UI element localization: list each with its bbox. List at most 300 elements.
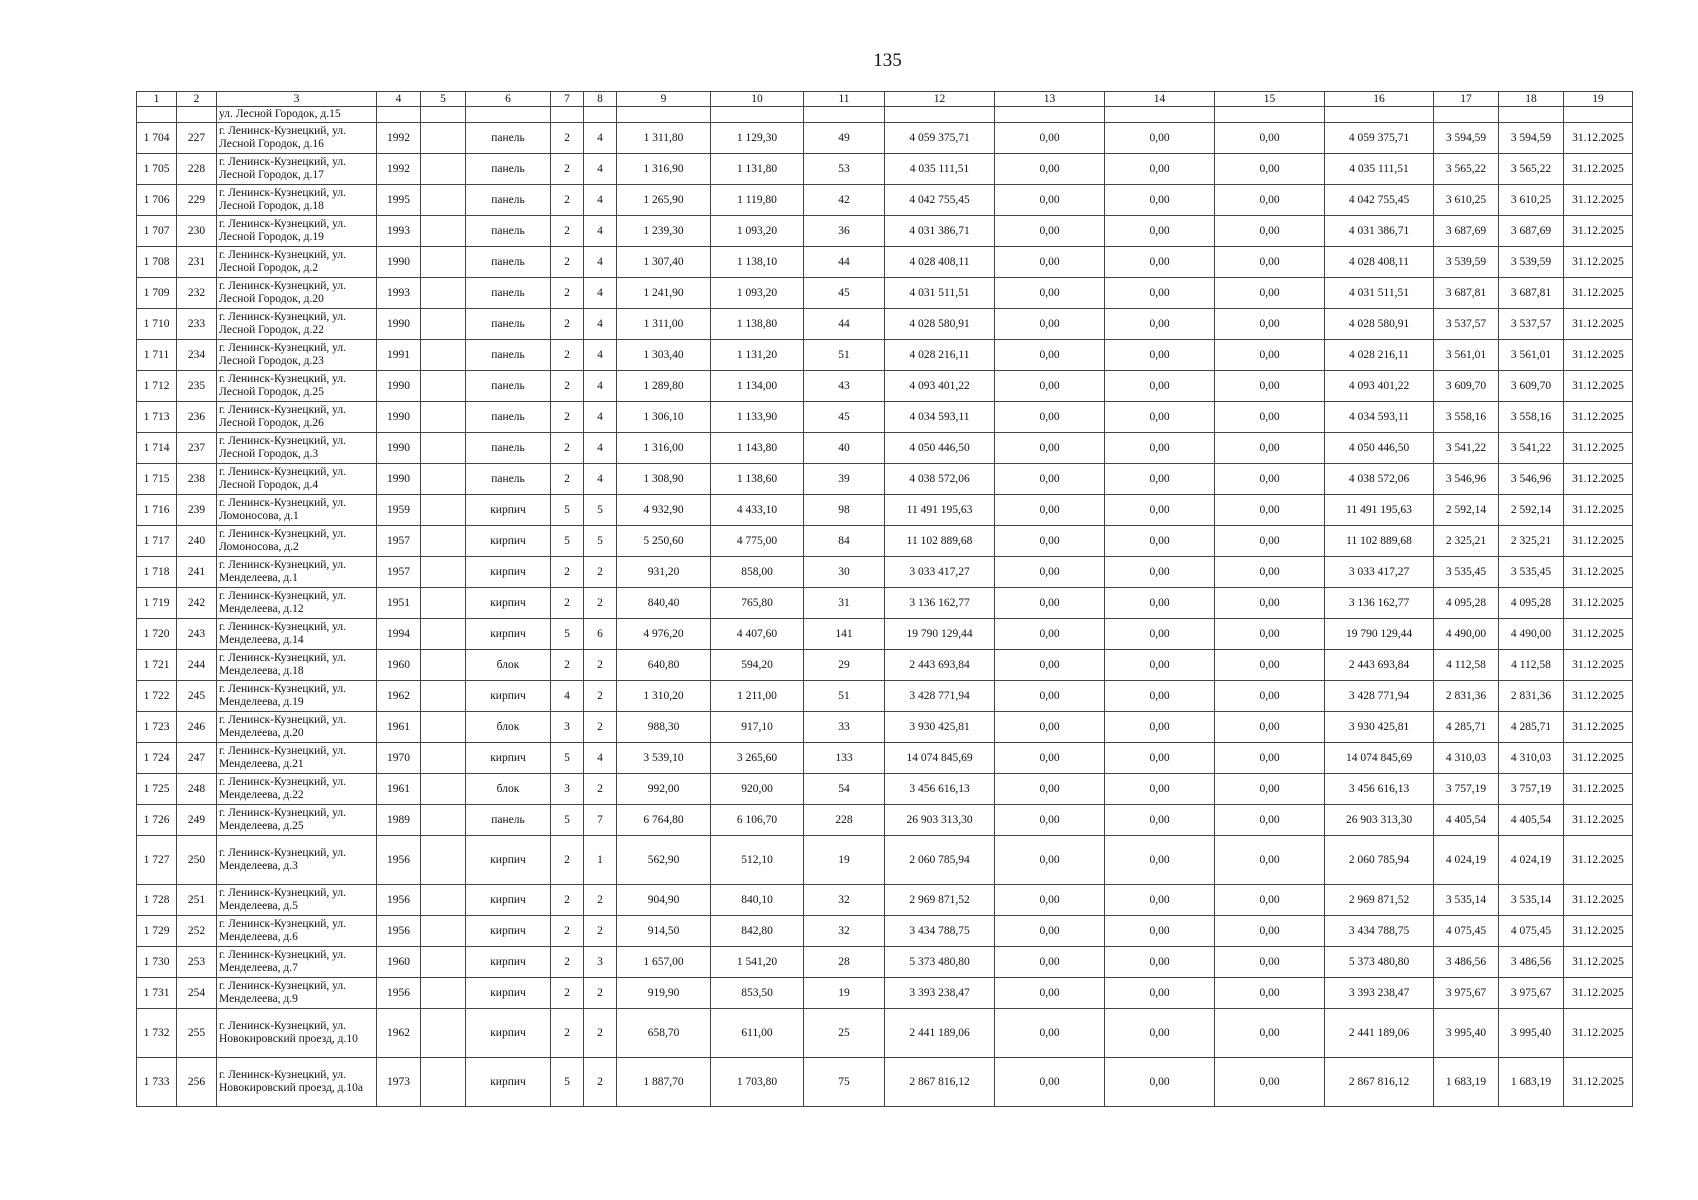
address: г. Ленинск-Кузнецкий, ул. Менделеева, д.1 bbox=[217, 557, 377, 588]
wall-material: кирпич bbox=[466, 619, 551, 650]
unit-cost-18: 4 405,54 bbox=[1499, 805, 1564, 836]
column-5 bbox=[421, 309, 466, 340]
residents: 51 bbox=[804, 340, 885, 371]
cost-col-14: 0,00 bbox=[1105, 836, 1215, 885]
table-row bbox=[137, 947, 1633, 978]
total-cost: 4 034 593,11 bbox=[885, 402, 995, 433]
housing-register-table bbox=[136, 91, 1633, 1107]
column-5 bbox=[421, 123, 466, 154]
table-row bbox=[137, 402, 1633, 433]
unit-cost-18: 4 095,28 bbox=[1499, 588, 1564, 619]
cost-col-13: 0,00 bbox=[995, 154, 1105, 185]
total-cost: 3 456 616,13 bbox=[885, 774, 995, 805]
local-number: 232 bbox=[177, 278, 217, 309]
address: г. Ленинск-Кузнецкий, ул. Лесной Городок, д.17 bbox=[217, 154, 377, 185]
address: г. Ленинск-Кузнецкий, ул. Лесной Городок, д.23 bbox=[217, 340, 377, 371]
address: г. Ленинск-Кузнецкий, ул. Лесной Городок, д.26 bbox=[217, 402, 377, 433]
total-area: 1 311,00 bbox=[617, 309, 711, 340]
row-number: 1 725 bbox=[137, 774, 177, 805]
living-area: 6 106,70 bbox=[711, 805, 804, 836]
entrances: 2 bbox=[584, 681, 617, 712]
cost-col-16: 4 059 375,71 bbox=[1325, 123, 1434, 154]
address: г. Ленинск-Кузнецкий, ул. Лесной Городок, д.25 bbox=[217, 371, 377, 402]
residents: 141 bbox=[804, 619, 885, 650]
cost-col-13: 0,00 bbox=[995, 681, 1105, 712]
cost-col-13: 0,00 bbox=[995, 978, 1105, 1009]
column-number-12: 12 bbox=[885, 92, 995, 107]
column-5 bbox=[421, 340, 466, 371]
cost-col-15: 0,00 bbox=[1215, 216, 1325, 247]
local-number: 255 bbox=[177, 1009, 217, 1058]
year-built: 1989 bbox=[377, 805, 421, 836]
unit-cost-17: 3 486,56 bbox=[1434, 947, 1499, 978]
row-number: 1 704 bbox=[137, 123, 177, 154]
floors: 5 bbox=[551, 495, 584, 526]
unit-cost-17: 2 592,14 bbox=[1434, 495, 1499, 526]
cost-col-13: 0,00 bbox=[995, 774, 1105, 805]
row-number: 1 720 bbox=[137, 619, 177, 650]
continuation-row bbox=[137, 107, 1633, 123]
column-5 bbox=[421, 1009, 466, 1058]
cost-col-13: 0,00 bbox=[995, 557, 1105, 588]
residents: 19 bbox=[804, 836, 885, 885]
table-row bbox=[137, 247, 1633, 278]
living-area: 917,10 bbox=[711, 712, 804, 743]
wall-material: кирпич bbox=[466, 885, 551, 916]
entrances: 2 bbox=[584, 885, 617, 916]
table-row bbox=[137, 978, 1633, 1009]
column-5 bbox=[421, 978, 466, 1009]
living-area: 1 093,20 bbox=[711, 278, 804, 309]
cost-col-15: 0,00 bbox=[1215, 805, 1325, 836]
cost-col-15: 0,00 bbox=[1215, 650, 1325, 681]
cost-col-14: 0,00 bbox=[1105, 123, 1215, 154]
cost-col-16: 26 903 313,30 bbox=[1325, 805, 1434, 836]
unit-cost-17: 3 995,40 bbox=[1434, 1009, 1499, 1058]
column-number-5: 5 bbox=[421, 92, 466, 107]
unit-cost-17: 3 610,25 bbox=[1434, 185, 1499, 216]
cost-col-15: 0,00 bbox=[1215, 526, 1325, 557]
column-5 bbox=[421, 154, 466, 185]
wall-material: панель bbox=[466, 154, 551, 185]
table-row bbox=[137, 1058, 1633, 1107]
floors: 2 bbox=[551, 557, 584, 588]
total-cost: 3 033 417,27 bbox=[885, 557, 995, 588]
deadline-date: 31.12.2025 bbox=[1564, 557, 1633, 588]
unit-cost-18: 4 490,00 bbox=[1499, 619, 1564, 650]
year-built: 1957 bbox=[377, 526, 421, 557]
living-area: 1 134,00 bbox=[711, 371, 804, 402]
cost-col-16: 14 074 845,69 bbox=[1325, 743, 1434, 774]
cost-col-13: 0,00 bbox=[995, 712, 1105, 743]
column-number-4: 4 bbox=[377, 92, 421, 107]
living-area: 765,80 bbox=[711, 588, 804, 619]
year-built: 1970 bbox=[377, 743, 421, 774]
local-number: 233 bbox=[177, 309, 217, 340]
table-row bbox=[137, 526, 1633, 557]
unit-cost-17: 3 535,14 bbox=[1434, 885, 1499, 916]
total-area: 1 241,90 bbox=[617, 278, 711, 309]
local-number: 246 bbox=[177, 712, 217, 743]
unit-cost-18: 4 024,19 bbox=[1499, 836, 1564, 885]
wall-material: кирпич bbox=[466, 557, 551, 588]
deadline-date: 31.12.2025 bbox=[1564, 154, 1633, 185]
entrances: 5 bbox=[584, 526, 617, 557]
cost-col-16: 11 102 889,68 bbox=[1325, 526, 1434, 557]
cost-col-14: 0,00 bbox=[1105, 805, 1215, 836]
cost-col-15: 0,00 bbox=[1215, 433, 1325, 464]
year-built: 1973 bbox=[377, 1058, 421, 1107]
cost-col-15: 0,00 bbox=[1215, 185, 1325, 216]
total-cost: 11 102 889,68 bbox=[885, 526, 995, 557]
address: г. Ленинск-Кузнецкий, ул. Менделеева, д.19 bbox=[217, 681, 377, 712]
address: г. Ленинск-Кузнецкий, ул. Лесной Городок, д.22 bbox=[217, 309, 377, 340]
column-5 bbox=[421, 681, 466, 712]
cost-col-14: 0,00 bbox=[1105, 278, 1215, 309]
wall-material: блок bbox=[466, 650, 551, 681]
living-area: 611,00 bbox=[711, 1009, 804, 1058]
floors: 2 bbox=[551, 185, 584, 216]
unit-cost-18: 1 683,19 bbox=[1499, 1058, 1564, 1107]
total-cost: 4 028 216,11 bbox=[885, 340, 995, 371]
cost-col-14: 0,00 bbox=[1105, 774, 1215, 805]
row-number: 1 711 bbox=[137, 340, 177, 371]
cost-col-16: 4 042 755,45 bbox=[1325, 185, 1434, 216]
year-built: 1960 bbox=[377, 947, 421, 978]
total-area: 1 289,80 bbox=[617, 371, 711, 402]
column-number-2: 2 bbox=[177, 92, 217, 107]
table-row bbox=[137, 650, 1633, 681]
unit-cost-18: 3 757,19 bbox=[1499, 774, 1564, 805]
deadline-date: 31.12.2025 bbox=[1564, 619, 1633, 650]
column-number-header bbox=[137, 92, 1633, 107]
total-cost: 19 790 129,44 bbox=[885, 619, 995, 650]
wall-material: блок bbox=[466, 712, 551, 743]
cost-col-15: 0,00 bbox=[1215, 278, 1325, 309]
entrances: 2 bbox=[584, 712, 617, 743]
address: г. Ленинск-Кузнецкий, ул. Ломоносова, д.1 bbox=[217, 495, 377, 526]
cost-col-14: 0,00 bbox=[1105, 309, 1215, 340]
unit-cost-17: 3 561,01 bbox=[1434, 340, 1499, 371]
unit-cost-17: 2 325,21 bbox=[1434, 526, 1499, 557]
floors: 2 bbox=[551, 247, 584, 278]
living-area: 920,00 bbox=[711, 774, 804, 805]
row-number: 1 710 bbox=[137, 309, 177, 340]
cost-col-15: 0,00 bbox=[1215, 340, 1325, 371]
address: г. Ленинск-Кузнецкий, ул. Лесной Городок, д.4 bbox=[217, 464, 377, 495]
cost-col-13: 0,00 bbox=[995, 947, 1105, 978]
total-area: 1 310,20 bbox=[617, 681, 711, 712]
total-cost: 2 969 871,52 bbox=[885, 885, 995, 916]
cost-col-16: 3 930 425,81 bbox=[1325, 712, 1434, 743]
table-row bbox=[137, 557, 1633, 588]
cost-col-14: 0,00 bbox=[1105, 978, 1215, 1009]
entrances: 4 bbox=[584, 743, 617, 774]
residents: 43 bbox=[804, 371, 885, 402]
column-number-3: 3 bbox=[217, 92, 377, 107]
wall-material: кирпич bbox=[466, 978, 551, 1009]
total-cost: 3 434 788,75 bbox=[885, 916, 995, 947]
cost-col-13: 0,00 bbox=[995, 464, 1105, 495]
year-built: 1962 bbox=[377, 1009, 421, 1058]
column-5 bbox=[421, 743, 466, 774]
living-area: 1 143,80 bbox=[711, 433, 804, 464]
wall-material: панель bbox=[466, 123, 551, 154]
total-area: 3 539,10 bbox=[617, 743, 711, 774]
unit-cost-17: 3 757,19 bbox=[1434, 774, 1499, 805]
entrances: 2 bbox=[584, 557, 617, 588]
table-row bbox=[137, 154, 1633, 185]
total-cost: 2 060 785,94 bbox=[885, 836, 995, 885]
row-number: 1 729 bbox=[137, 916, 177, 947]
column-5 bbox=[421, 557, 466, 588]
floors: 2 bbox=[551, 916, 584, 947]
floors: 2 bbox=[551, 978, 584, 1009]
entrances: 4 bbox=[584, 216, 617, 247]
cost-col-13: 0,00 bbox=[995, 588, 1105, 619]
floors: 2 bbox=[551, 371, 584, 402]
year-built: 1990 bbox=[377, 402, 421, 433]
residents: 84 bbox=[804, 526, 885, 557]
floors: 2 bbox=[551, 650, 584, 681]
cost-col-16: 3 393 238,47 bbox=[1325, 978, 1434, 1009]
cost-col-16: 4 028 216,11 bbox=[1325, 340, 1434, 371]
unit-cost-18: 3 537,57 bbox=[1499, 309, 1564, 340]
total-cost: 3 428 771,94 bbox=[885, 681, 995, 712]
unit-cost-18: 3 687,69 bbox=[1499, 216, 1564, 247]
table-row bbox=[137, 216, 1633, 247]
total-cost: 2 443 693,84 bbox=[885, 650, 995, 681]
deadline-date: 31.12.2025 bbox=[1564, 712, 1633, 743]
total-area: 919,90 bbox=[617, 978, 711, 1009]
deadline-date: 31.12.2025 bbox=[1564, 464, 1633, 495]
local-number: 236 bbox=[177, 402, 217, 433]
total-area: 988,30 bbox=[617, 712, 711, 743]
local-number: 235 bbox=[177, 371, 217, 402]
year-built: 1990 bbox=[377, 309, 421, 340]
cost-col-16: 2 969 871,52 bbox=[1325, 885, 1434, 916]
wall-material: кирпич bbox=[466, 526, 551, 557]
column-5 bbox=[421, 712, 466, 743]
unit-cost-17: 4 285,71 bbox=[1434, 712, 1499, 743]
living-area: 1 129,30 bbox=[711, 123, 804, 154]
address: г. Ленинск-Кузнецкий, ул. Ломоносова, д.2 bbox=[217, 526, 377, 557]
column-number-15: 15 bbox=[1215, 92, 1325, 107]
cost-col-15: 0,00 bbox=[1215, 371, 1325, 402]
cost-col-16: 4 031 386,71 bbox=[1325, 216, 1434, 247]
cost-col-14: 0,00 bbox=[1105, 464, 1215, 495]
deadline-date: 31.12.2025 bbox=[1564, 278, 1633, 309]
living-area: 1 119,80 bbox=[711, 185, 804, 216]
address: г. Ленинск-Кузнецкий, ул. Менделеева, д.5 bbox=[217, 885, 377, 916]
living-area: 1 211,00 bbox=[711, 681, 804, 712]
deadline-date: 31.12.2025 bbox=[1564, 1058, 1633, 1107]
total-area: 914,50 bbox=[617, 916, 711, 947]
column-5 bbox=[421, 805, 466, 836]
deadline-date: 31.12.2025 bbox=[1564, 978, 1633, 1009]
local-number: 250 bbox=[177, 836, 217, 885]
column-number-17: 17 bbox=[1434, 92, 1499, 107]
cost-col-16: 4 034 593,11 bbox=[1325, 402, 1434, 433]
entrances: 2 bbox=[584, 650, 617, 681]
address: г. Ленинск-Кузнецкий, ул. Менделеева, д.14 bbox=[217, 619, 377, 650]
column-5 bbox=[421, 371, 466, 402]
cost-col-15: 0,00 bbox=[1215, 681, 1325, 712]
total-area: 1 303,40 bbox=[617, 340, 711, 371]
total-area: 1 311,80 bbox=[617, 123, 711, 154]
column-5 bbox=[421, 650, 466, 681]
local-number: 230 bbox=[177, 216, 217, 247]
deadline-date: 31.12.2025 bbox=[1564, 681, 1633, 712]
cost-col-15: 0,00 bbox=[1215, 309, 1325, 340]
cost-col-16: 19 790 129,44 bbox=[1325, 619, 1434, 650]
total-area: 1 239,30 bbox=[617, 216, 711, 247]
table-row bbox=[137, 185, 1633, 216]
total-cost: 4 038 572,06 bbox=[885, 464, 995, 495]
column-5 bbox=[421, 402, 466, 433]
unit-cost-18: 3 546,96 bbox=[1499, 464, 1564, 495]
cost-col-14: 0,00 bbox=[1105, 495, 1215, 526]
unit-cost-18: 2 592,14 bbox=[1499, 495, 1564, 526]
floors: 2 bbox=[551, 216, 584, 247]
cost-col-14: 0,00 bbox=[1105, 619, 1215, 650]
address: г. Ленинск-Кузнецкий, ул. Менделеева, д.7 bbox=[217, 947, 377, 978]
local-number: 237 bbox=[177, 433, 217, 464]
floors: 2 bbox=[551, 402, 584, 433]
residents: 29 bbox=[804, 650, 885, 681]
address: г. Ленинск-Кузнецкий, ул. Менделеева, д.22 bbox=[217, 774, 377, 805]
living-area: 3 265,60 bbox=[711, 743, 804, 774]
floors: 4 bbox=[551, 681, 584, 712]
cost-col-14: 0,00 bbox=[1105, 916, 1215, 947]
total-area: 4 932,90 bbox=[617, 495, 711, 526]
entrances: 4 bbox=[584, 278, 617, 309]
column-number-8: 8 bbox=[584, 92, 617, 107]
living-area: 512,10 bbox=[711, 836, 804, 885]
floors: 2 bbox=[551, 123, 584, 154]
floors: 2 bbox=[551, 154, 584, 185]
cost-col-15: 0,00 bbox=[1215, 557, 1325, 588]
column-number-10: 10 bbox=[711, 92, 804, 107]
living-area: 4 775,00 bbox=[711, 526, 804, 557]
year-built: 1951 bbox=[377, 588, 421, 619]
total-area: 1 308,90 bbox=[617, 464, 711, 495]
row-number: 1 714 bbox=[137, 433, 177, 464]
local-number: 247 bbox=[177, 743, 217, 774]
unit-cost-18: 4 075,45 bbox=[1499, 916, 1564, 947]
table-row bbox=[137, 681, 1633, 712]
living-area: 1 131,80 bbox=[711, 154, 804, 185]
table-row bbox=[137, 371, 1633, 402]
entrances: 6 bbox=[584, 619, 617, 650]
floors: 2 bbox=[551, 836, 584, 885]
cost-col-15: 0,00 bbox=[1215, 619, 1325, 650]
living-area: 1 131,20 bbox=[711, 340, 804, 371]
residents: 32 bbox=[804, 916, 885, 947]
cost-col-15: 0,00 bbox=[1215, 154, 1325, 185]
column-number-9: 9 bbox=[617, 92, 711, 107]
cost-col-16: 11 491 195,63 bbox=[1325, 495, 1434, 526]
year-built: 1992 bbox=[377, 123, 421, 154]
cost-col-13: 0,00 bbox=[995, 916, 1105, 947]
address: г. Ленинск-Кузнецкий, ул. Менделеева, д.25 bbox=[217, 805, 377, 836]
total-area: 6 764,80 bbox=[617, 805, 711, 836]
unit-cost-17: 3 558,16 bbox=[1434, 402, 1499, 433]
address: г. Ленинск-Кузнецкий, ул. Менделеева, д.20 bbox=[217, 712, 377, 743]
floors: 5 bbox=[551, 805, 584, 836]
total-cost: 4 042 755,45 bbox=[885, 185, 995, 216]
year-built: 1956 bbox=[377, 885, 421, 916]
row-number: 1 724 bbox=[137, 743, 177, 774]
unit-cost-18: 3 541,22 bbox=[1499, 433, 1564, 464]
residents: 30 bbox=[804, 557, 885, 588]
column-number-18: 18 bbox=[1499, 92, 1564, 107]
column-5 bbox=[421, 495, 466, 526]
wall-material: панель bbox=[466, 402, 551, 433]
address: г. Ленинск-Кузнецкий, ул. Менделеева, д.18 bbox=[217, 650, 377, 681]
column-number-19: 19 bbox=[1564, 92, 1633, 107]
cost-col-14: 0,00 bbox=[1105, 947, 1215, 978]
year-built: 1990 bbox=[377, 371, 421, 402]
total-cost: 4 093 401,22 bbox=[885, 371, 995, 402]
deadline-date: 31.12.2025 bbox=[1564, 247, 1633, 278]
table-row bbox=[137, 309, 1633, 340]
column-number-13: 13 bbox=[995, 92, 1105, 107]
cost-col-15: 0,00 bbox=[1215, 247, 1325, 278]
total-cost: 4 028 580,91 bbox=[885, 309, 995, 340]
column-5 bbox=[421, 278, 466, 309]
row-number: 1 706 bbox=[137, 185, 177, 216]
unit-cost-17: 4 024,19 bbox=[1434, 836, 1499, 885]
year-built: 1956 bbox=[377, 916, 421, 947]
cost-col-15: 0,00 bbox=[1215, 402, 1325, 433]
unit-cost-17: 1 683,19 bbox=[1434, 1058, 1499, 1107]
row-number: 1 713 bbox=[137, 402, 177, 433]
entrances: 2 bbox=[584, 978, 617, 1009]
living-area: 4 407,60 bbox=[711, 619, 804, 650]
residents: 19 bbox=[804, 978, 885, 1009]
living-area: 858,00 bbox=[711, 557, 804, 588]
table-row bbox=[137, 588, 1633, 619]
floors: 2 bbox=[551, 433, 584, 464]
entrances: 4 bbox=[584, 247, 617, 278]
unit-cost-17: 4 310,03 bbox=[1434, 743, 1499, 774]
row-number: 1 717 bbox=[137, 526, 177, 557]
cost-col-13: 0,00 bbox=[995, 743, 1105, 774]
deadline-date: 31.12.2025 bbox=[1564, 916, 1633, 947]
living-area: 1 133,90 bbox=[711, 402, 804, 433]
wall-material: панель bbox=[466, 371, 551, 402]
deadline-date: 31.12.2025 bbox=[1564, 526, 1633, 557]
cost-col-14: 0,00 bbox=[1105, 340, 1215, 371]
column-5 bbox=[421, 247, 466, 278]
unit-cost-17: 3 975,67 bbox=[1434, 978, 1499, 1009]
entrances: 5 bbox=[584, 495, 617, 526]
year-built: 1993 bbox=[377, 216, 421, 247]
column-5 bbox=[421, 774, 466, 805]
row-number: 1 707 bbox=[137, 216, 177, 247]
total-cost: 5 373 480,80 bbox=[885, 947, 995, 978]
row-number: 1 715 bbox=[137, 464, 177, 495]
row-number: 1 712 bbox=[137, 371, 177, 402]
column-number-1: 1 bbox=[137, 92, 177, 107]
cost-col-13: 0,00 bbox=[995, 1058, 1105, 1107]
total-area: 640,80 bbox=[617, 650, 711, 681]
cost-col-14: 0,00 bbox=[1105, 743, 1215, 774]
unit-cost-17: 4 490,00 bbox=[1434, 619, 1499, 650]
residents: 28 bbox=[804, 947, 885, 978]
deadline-date: 31.12.2025 bbox=[1564, 340, 1633, 371]
